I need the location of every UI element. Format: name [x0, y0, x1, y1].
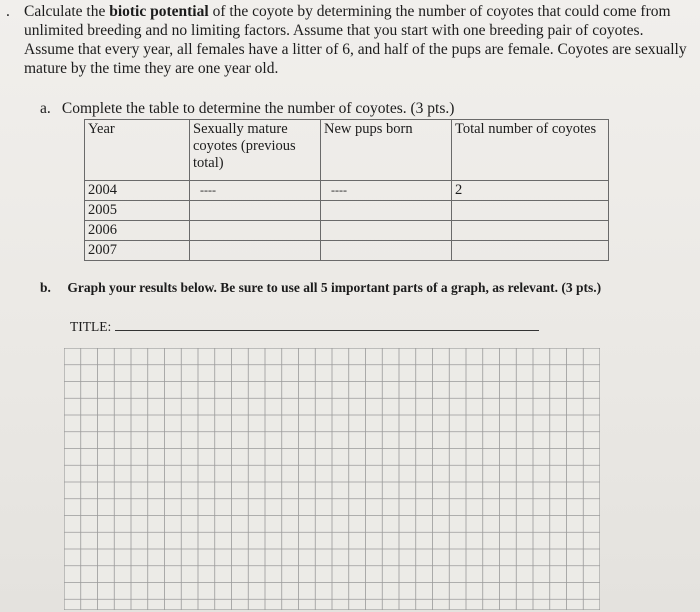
header-sexually-mature: Sexually mature coyotes (previous total): [190, 120, 321, 181]
graph-paper-grid[interactable]: [64, 348, 600, 610]
part-a-label: a.: [40, 100, 51, 117]
table-row: [85, 221, 609, 241]
cell-total[interactable]: [452, 241, 609, 261]
table-header-row: [85, 120, 609, 181]
cell-total[interactable]: [452, 201, 609, 221]
cell-mature: ----: [190, 181, 321, 201]
part-a-instruction: [40, 100, 454, 118]
part-b-text: Graph your results below. Be sure to use all 5 important parts of a graph, as relevant. (3 pts.): [67, 280, 602, 295]
biotic-potential-term: biotic potential: [109, 3, 209, 20]
intro-text-2: of the coyote by determining the number of coyotes that could come from unlimited breeding and no limiting factors. Assume that you start with one breeding pair of coyotes. Assume that every year, all females have a litter of 6, and half of the pups are female. Coyotes are sexually mature by the time they are one year old.: [24, 3, 687, 77]
part-b-label: b.: [40, 280, 51, 295]
part-b-instruction: [40, 280, 601, 296]
coyote-table: [84, 119, 609, 261]
question-intro: [6, 2, 696, 78]
cell-year: 2004: [85, 181, 190, 201]
part-a-text: Complete the table to determine the number of coyotes. (3 pts.): [61, 100, 455, 117]
cell-mature[interactable]: [190, 221, 321, 241]
cell-year: 2006: [85, 221, 190, 241]
cell-total: 2: [452, 181, 609, 201]
title-label: TITLE:: [70, 319, 112, 334]
question-text: [24, 2, 696, 78]
cell-total[interactable]: [452, 221, 609, 241]
cell-year: 2005: [85, 201, 190, 221]
cell-mature[interactable]: [190, 201, 321, 221]
cell-pups[interactable]: [321, 221, 452, 241]
header-total: Total number of coyotes: [452, 120, 609, 181]
graph-title-field[interactable]: [70, 318, 539, 335]
header-new-pups: New pups born: [321, 120, 452, 181]
cell-mature[interactable]: [190, 241, 321, 261]
cell-year: 2007: [85, 241, 190, 261]
table-row: [85, 241, 609, 261]
question-bullet: .: [6, 3, 10, 20]
cell-pups: ----: [321, 181, 452, 201]
table-row: [85, 181, 609, 201]
title-blank-line[interactable]: [115, 318, 539, 331]
cell-pups[interactable]: [321, 201, 452, 221]
table-row: [85, 201, 609, 221]
header-year: Year: [85, 120, 190, 181]
cell-pups[interactable]: [321, 241, 452, 261]
intro-text-1: Calculate the: [24, 3, 110, 20]
